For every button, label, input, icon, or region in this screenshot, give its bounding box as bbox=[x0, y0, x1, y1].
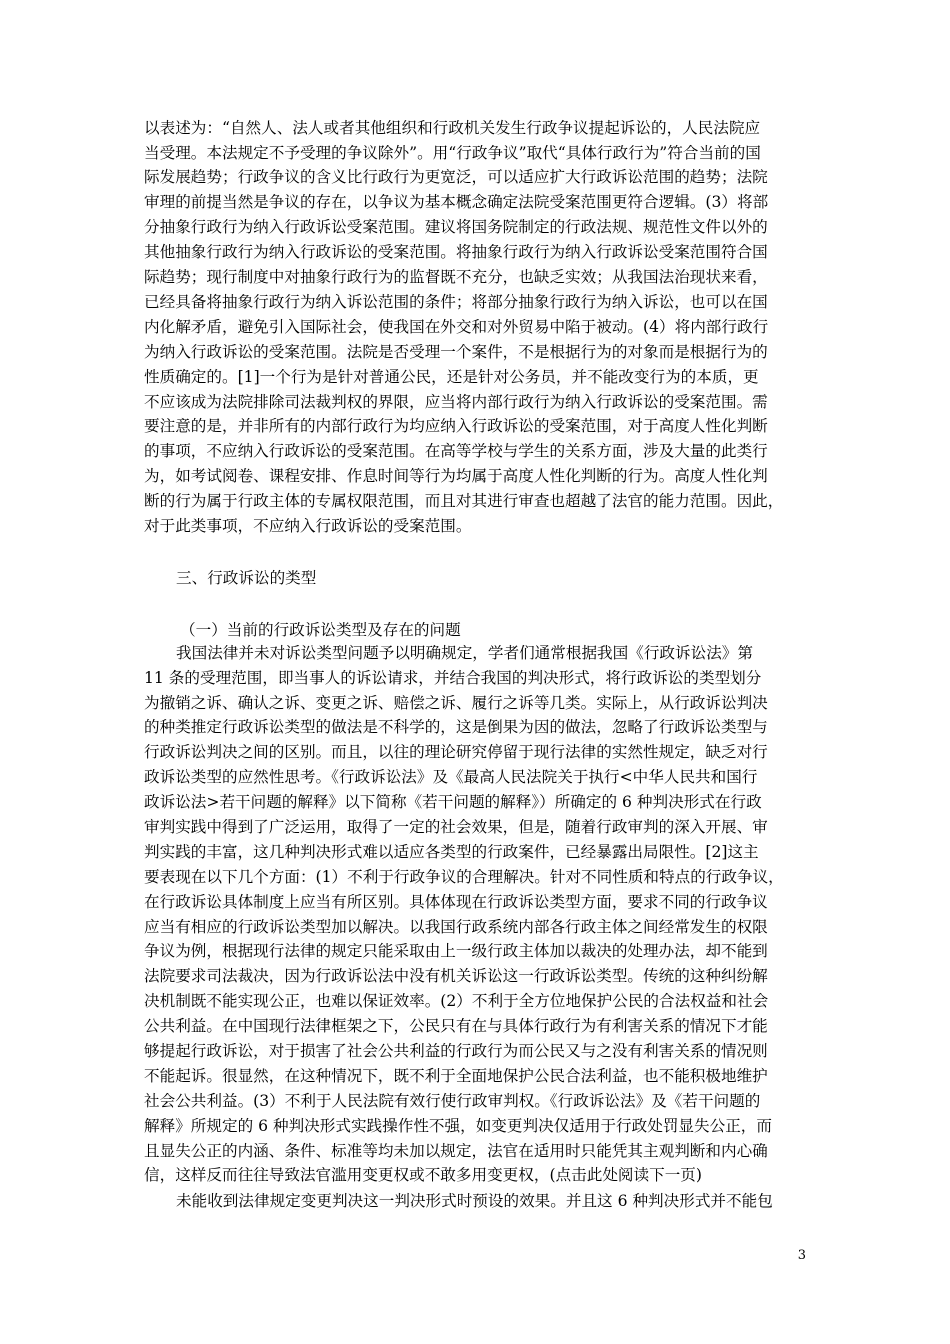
text-line: 当受理。本法规定不予受理的争议除外”。用“行政争议”取代“具体行政行为”符合当前的国 bbox=[144, 144, 761, 162]
text-line: 际趋势；现行制度中对抽象行政行为的监督既不充分，也缺乏实效；从我国法治现状来看， bbox=[144, 268, 768, 286]
text-line: 对于此类事项，不应纳入行政诉讼的受案范围。 bbox=[144, 517, 472, 535]
text-line: 分抽象行政行为纳入行政诉讼受案范围。建议将国务院制定的行政法规、规范性文件以外的 bbox=[144, 218, 768, 236]
text-line: 内化解矛盾，避免引入国际社会，使我国在外交和对外贸易中陷于被动。(4）将内部行政行 bbox=[144, 318, 769, 336]
text-line: 政诉讼类型的应然性思考。《行政诉讼法》及《最高人民法院关于执行<中华人民共和国行 bbox=[144, 768, 758, 786]
text-line: 的种类推定行政诉讼类型的做法是不科学的，这是倒果为因的做法，忽略了行政诉讼类型与 bbox=[144, 718, 768, 736]
text-line: 11 条的受理范围，即当事人的诉讼请求，并结合我国的判决形式，将行政诉讼的类型划分 bbox=[144, 669, 762, 687]
text-line: 以表述为：“自然人、法人或者其他组织和行政机关发生行政争议提起诉讼的，人民法院应 bbox=[144, 119, 761, 137]
text-line: 为撤销之诉、确认之诉、变更之诉、赔偿之诉、履行之诉等几类。实际上，从行政诉讼判决 bbox=[144, 694, 768, 712]
text-line: 且显失公正的内涵、条件、标准等均未加以规定，法官在适用时只能凭其主观判断和内心确 bbox=[144, 1142, 768, 1160]
text-line: 为，如考试阅卷、课程安排、作息时间等行为均属于高度人性化判断的行为。高度人性化判 bbox=[144, 467, 768, 485]
text-line: 公共利益。在中国现行法律框架之下，公民只有在与具体行政行为有利害关系的情况下才能 bbox=[144, 1017, 768, 1035]
text-line: 应当有相应的行政诉讼类型加以解决。以我国行政系统内部各行政主体之间经常发生的权限 bbox=[144, 918, 768, 936]
text-line: 不能起诉。很显然，在这种情况下，既不利于全面地保护公民合法利益，也不能积极地维护 bbox=[144, 1067, 768, 1085]
text-line: 审理的前提当然是争议的存在，以争议为基本概念确定法院受案范围更符合逻辑。(3）将部 bbox=[144, 193, 769, 211]
text-line: 要表现在以下几个方面：(1）不利于行政争议的合理解决。针对不同性质和特点的行政争议， bbox=[144, 868, 784, 886]
text-line: 不应该成为法院排除司法裁判权的界限，应当将内部行政行为纳入行政诉讼的受案范围。需 bbox=[144, 393, 768, 411]
text-line: 际发展趋势；行政争议的含义比行政行为更宽泛，可以适应扩大行政诉讼范围的趋势；法院 bbox=[144, 168, 768, 186]
text-line: 够提起行政诉讼，对于损害了社会公共利益的行政行为而公民又与之没有利害关系的情况则 bbox=[144, 1042, 768, 1060]
text-line: 政诉讼法>若干问题的解释》以下简称《若干问题的解释》）所确定的 6 种判决形式在行政 bbox=[144, 793, 762, 811]
text-span: 信，这样反而往往导致法官滥用变更权或不敢多用变更权， bbox=[144, 1166, 550, 1184]
text-line: 行政诉讼判决之间的区别。而且，以往的理论研究停留于现行法律的实然性规定，缺乏对行 bbox=[144, 743, 768, 761]
page-number: 3 bbox=[797, 1248, 806, 1263]
text-line: 社会公共利益。(3）不利于人民法院有效行使行政审判权。《行政诉讼法》及《若干问题的 bbox=[144, 1092, 761, 1110]
section-heading: 三、行政诉讼的类型 bbox=[176, 569, 317, 587]
text-line: 争议为例，根据现行法律的规定只能采取由上一级行政主体加以裁决的处理办法，却不能到 bbox=[144, 942, 768, 960]
text-line: 其他抽象行政行为纳入行政诉讼的受案范围。将抽象行政行为纳入行政诉讼受案范围符合国 bbox=[144, 243, 768, 261]
paragraph-3: 未能收到法律规定变更判决这一判决形式时预设的效果。并且这 6 种判决形式并不能包 bbox=[176, 1192, 773, 1210]
subsection-heading: （一）当前的行政诉讼类型及存在的问题 bbox=[180, 621, 461, 639]
text-line: 已经具备将抽象行政行为纳入诉讼范围的条件；将部分抽象行政行为纳入诉讼，也可以在国 bbox=[144, 293, 768, 311]
text-line bbox=[144, 1165, 806, 1187]
text-line: 判实践的丰富，这几种判决形式难以适应各类型的行政案件，已经暴露出局限性。[2]这主 bbox=[144, 843, 759, 861]
text-line: 的事项，不应纳入行政诉讼的受案范围。在高等学校与学生的关系方面，涉及大量的此类行 bbox=[144, 442, 768, 460]
text-line: 要注意的是，并非所有的内部行政行为均应纳入行政诉讼的受案范围，对于高度人性化判断 bbox=[144, 417, 768, 435]
text-line: 我国法律并未对诉讼类型问题予以明确规定，学者们通常根据我国《行政诉讼法》第 bbox=[176, 644, 753, 662]
text-line: 解释》所规定的 6 种判决形式实践操作性不强，如变更判决仅适用于行政处罚显失公正，而 bbox=[144, 1117, 772, 1135]
text-line: 审判实践中得到了广泛运用，取得了一定的社会效果，但是，随着行政审判的深入开展、审 bbox=[144, 818, 768, 836]
text-line: 断的行为属于行政主体的专属权限范围，而且对其进行审查也超越了法官的能力范围。因此， bbox=[144, 492, 784, 510]
text-line: 法院要求司法裁决，因为行政诉讼法中没有机关诉讼这一行政诉讼类型。传统的这种纠纷解 bbox=[144, 967, 768, 985]
read-next-page-link[interactable]: (点击此处阅读下一页) bbox=[549, 1166, 702, 1184]
text-line: 为纳入行政诉讼的受案范围。法院是否受理一个案件，不是根据行为的对象而是根据行为的 bbox=[144, 343, 768, 361]
text-line: 决机制既不能实现公正，也难以保证效率。(2）不利于全方位地保护公民的合法权益和社会 bbox=[144, 992, 769, 1010]
text-line: 性质确定的。[1]一个行为是针对普通公民，还是针对公务员，并不能改变行为的本质，更 bbox=[144, 368, 759, 386]
text-line: 在行政诉讼具体制度上应当有所区别。具体体现在行政诉讼类型方面，要求不同的行政争议 bbox=[144, 893, 768, 911]
